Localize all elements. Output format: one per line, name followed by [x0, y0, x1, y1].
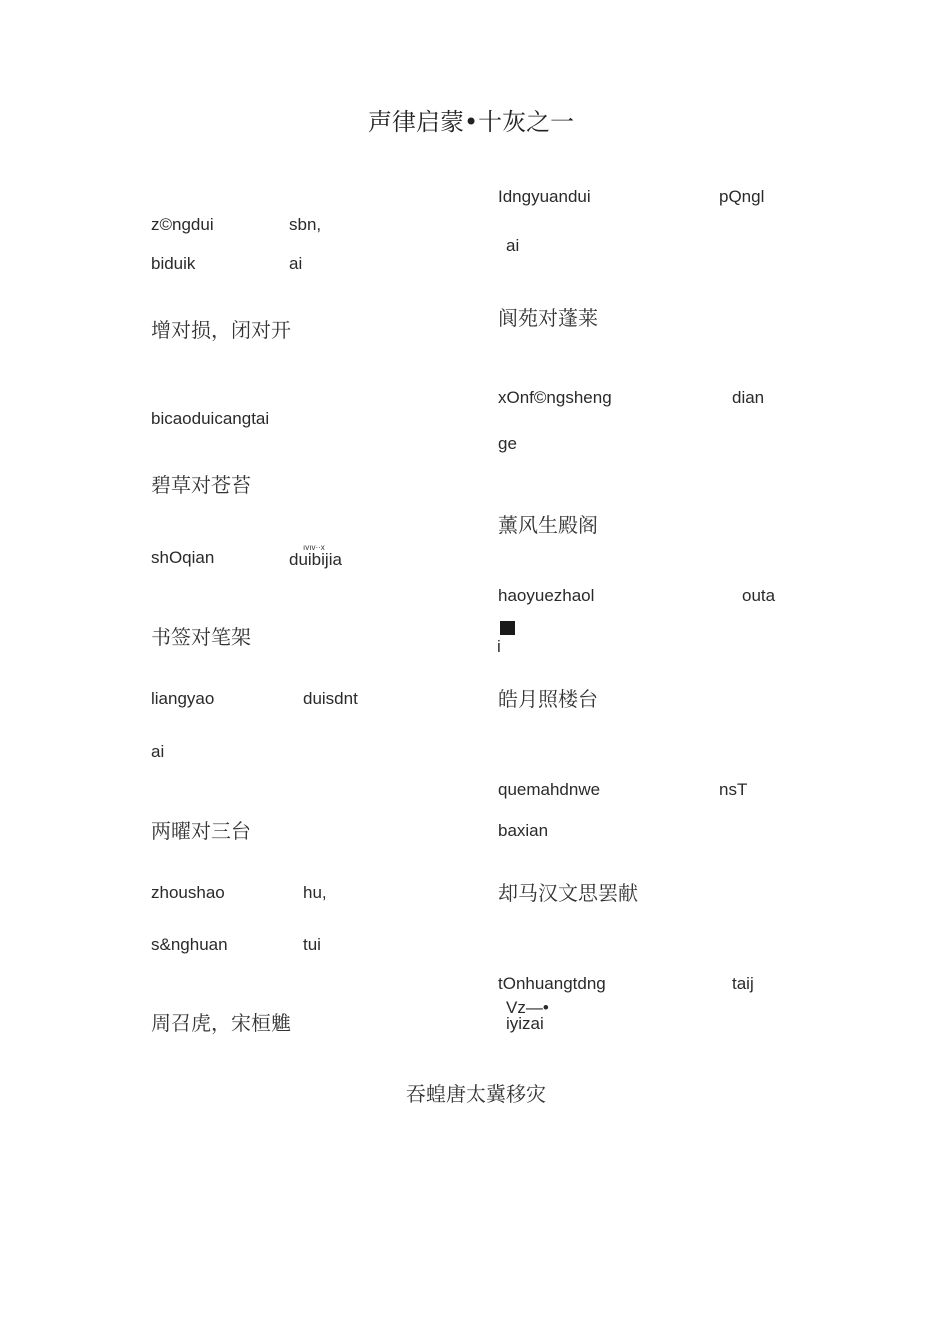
pinyin-text: tOnhuangtdng	[498, 974, 606, 993]
verse-line: 薰风生殿阁	[498, 513, 598, 537]
pinyin-text: pQngl	[719, 187, 765, 206]
pinyin-text: sbn,	[289, 215, 322, 234]
pinyin-text: outa	[742, 586, 776, 605]
pinyin-text: dian	[732, 388, 765, 407]
verse-line: 皓月照楼台	[498, 687, 598, 711]
page-title: 声律启蒙•十灰之一	[368, 108, 575, 136]
pinyin-text: liangyao	[151, 689, 215, 708]
pinyin-text: Vz—•	[506, 998, 549, 1017]
verse-line: 却马汉文思罢献	[498, 881, 638, 905]
pinyin-text: nsT	[719, 780, 748, 799]
pinyin-text: hu,	[303, 883, 327, 902]
pinyin-text: ai	[506, 236, 520, 255]
verse-line: 碧草对苍苔	[151, 473, 251, 497]
pinyin-text: bicaoduicangtai	[151, 409, 270, 428]
pinyin-superscript: ıvıv··x	[303, 543, 325, 552]
pinyin-text: ai	[151, 742, 165, 761]
pinyin-text: z©ngdui	[151, 215, 214, 234]
square-mark-icon	[500, 621, 515, 635]
verse-line: 阆苑对蓬莱	[498, 306, 598, 330]
pinyin-text: i	[497, 637, 501, 656]
pinyin-text: haoyuezhaol	[498, 586, 595, 605]
pinyin-text: ge	[498, 434, 517, 453]
verse-line: 周召虎，宋桓魋	[151, 1011, 291, 1035]
pinyin-text: ai	[289, 254, 303, 273]
pinyin-text: zhoushao	[151, 883, 225, 902]
pinyin-text: taij	[732, 974, 754, 993]
verse-line: 增对损，闭对开	[151, 318, 291, 342]
verse-line: 书签对笔架	[151, 625, 251, 649]
pinyin-text: biduik	[151, 254, 196, 273]
pinyin-text: tui	[303, 935, 321, 954]
pinyin-text: duibijia	[289, 550, 342, 569]
verse-line: 两曜对三台	[151, 819, 251, 843]
pinyin-text: iyizai	[506, 1014, 544, 1033]
pinyin-text: shOqian	[151, 548, 215, 567]
pinyin-text: s&nghuan	[151, 935, 228, 954]
closing-verse-line: 吞蝗唐太冀移灾	[406, 1082, 546, 1106]
pinyin-text: quemahdnwe	[498, 780, 601, 799]
pinyin-text: Idngyuandui	[498, 187, 591, 206]
pinyin-text: xOnf©ngsheng	[498, 388, 612, 407]
pinyin-text: baxian	[498, 821, 549, 840]
pinyin-text: duisdnt	[303, 689, 358, 708]
